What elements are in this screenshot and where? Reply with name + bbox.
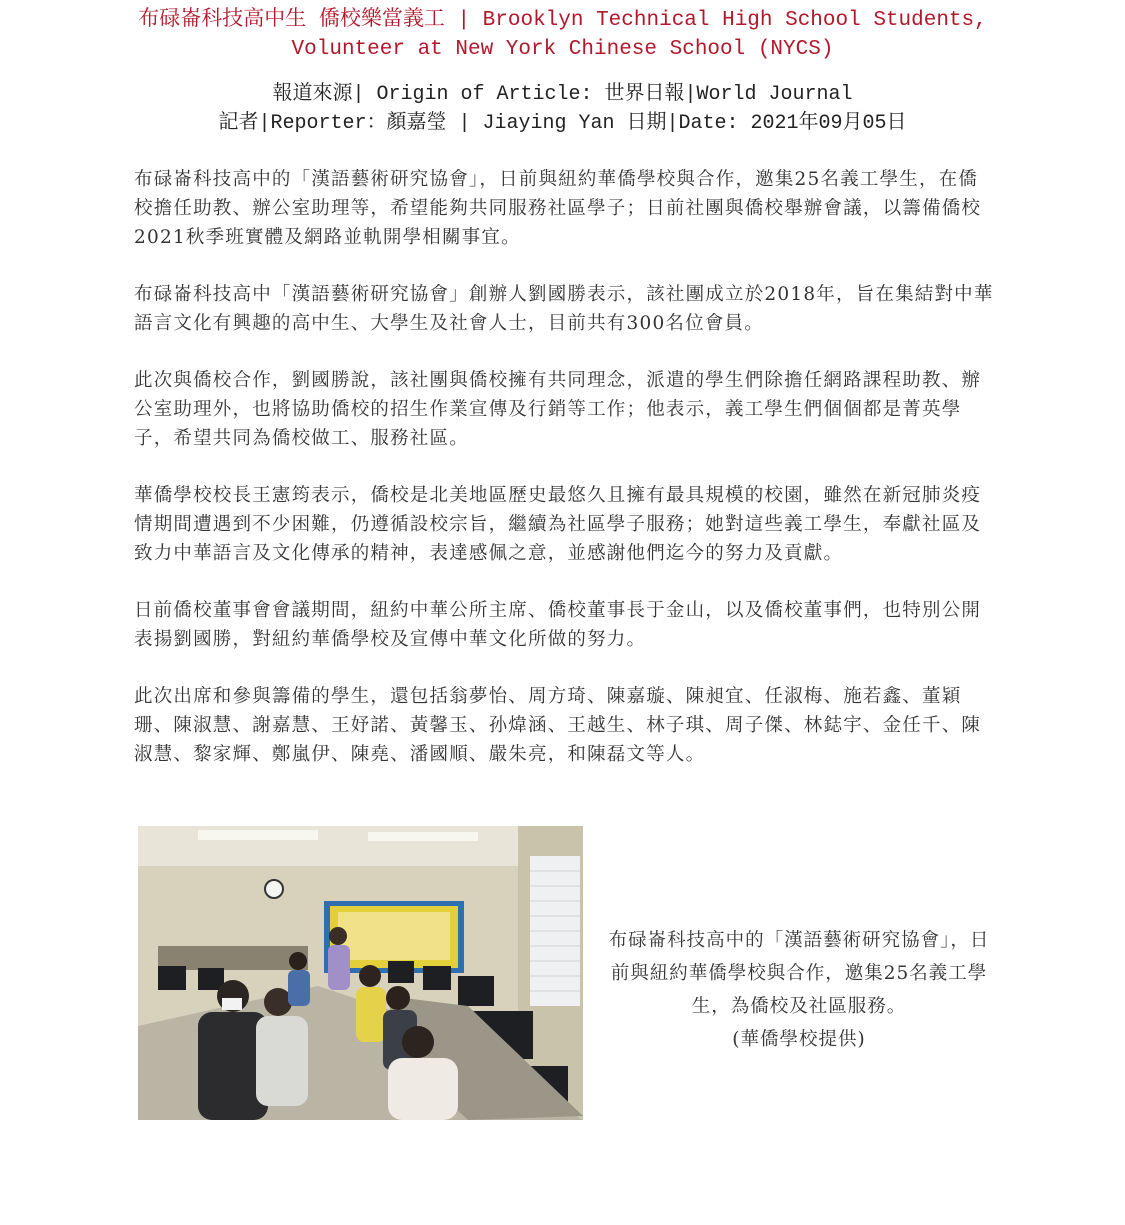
- photo-caption: [604, 924, 994, 1056]
- paragraph-3: 此次與僑校合作，劉國勝說，該社團與僑校擁有共同理念，派遣的學生們除擔任網路課程助教、辦公室助理外，也將協助僑校的招生作業宣傳及行銷等工作；他表示，義工學生們個個都是菁英學子，希望共同為僑校做工、服務社區。: [134, 370, 982, 449]
- paragraph-4: 華僑學校校長王憲筠表示，僑校是北美地區歷史最悠久且擁有最具規模的校園，雖然在新冠肺炎疫情期間遭遇到不少困難，仍遵循設校宗旨，繼續為社區學子服務；她對這些義工學生，奉獻社區及致力中華語言及文化傳承的精神，表達感佩之意，並感謝他們迄今的努力及貢獻。: [134, 485, 982, 564]
- article-photo: [138, 826, 583, 1120]
- paragraph-2: 布碌崙科技高中「漢語藝術研究協會」創辦人劉國勝表示，該社團成立於2018年，旨在集結對中華語言文化有興趣的高中生、大學生及社會人士，目前共有300名位會員。: [134, 284, 994, 334]
- source-line: 報道來源| Origin of Article: 世界日報|World Journal: [272, 83, 853, 106]
- classroom-photo-illustration: [138, 826, 583, 1120]
- article-body: [134, 165, 996, 797]
- paragraph-6: 此次出席和參與籌備的學生，還包括翁夢怡、周方琦、陳嘉璇、陳昶宜、任淑梅、施若鑫、董穎珊、陳淑慧、謝嘉慧、王妤諾、黃馨玉、孙煒涵、王越生、林子琪、周子傑、林鋕宇、金任千、陳淑慧、黎家輝、鄭嵐伊、陳堯、潘國順、嚴朱亮，和陳磊文等人。: [134, 686, 982, 765]
- reporter-line: 記者|Reporter：顏嘉瑩 | Jiaying Yan 日期|Date: 2021年09月05日: [218, 112, 907, 135]
- photo-credit: (華僑學校提供): [732, 1029, 866, 1050]
- article-meta: [130, 80, 995, 138]
- paragraph-5: 日前僑校董事會會議期間，紐約中華公所主席、僑校董事長于金山，以及僑校董事們，也特別公開表揚劉國勝，對紐約華僑學校及宣傳中華文化所做的努力。: [134, 600, 982, 650]
- paragraph-1: 布碌崙科技高中的「漢語藝術研究協會」，日前與紐約華僑學校與合作，邀集25名義工學生，在僑校擔任助教、辦公室助理等，希望能夠共同服務社區學子；日前社團與僑校舉辦會議，以籌備僑校2021秋季班實體及網路並軌開學相關事宜。: [134, 169, 982, 248]
- article-title: 布碌崙科技高中生 僑校樂當義工 | Brooklyn Technical High School Students, Volunteer at New York Chinese School (NYCS): [138, 9, 987, 61]
- photo-caption-text: 布碌崙科技高中的「漢語藝術研究協會」，日前與紐約華僑學校與合作，邀集25名義工學生，為僑校及社區服務。: [608, 930, 990, 1017]
